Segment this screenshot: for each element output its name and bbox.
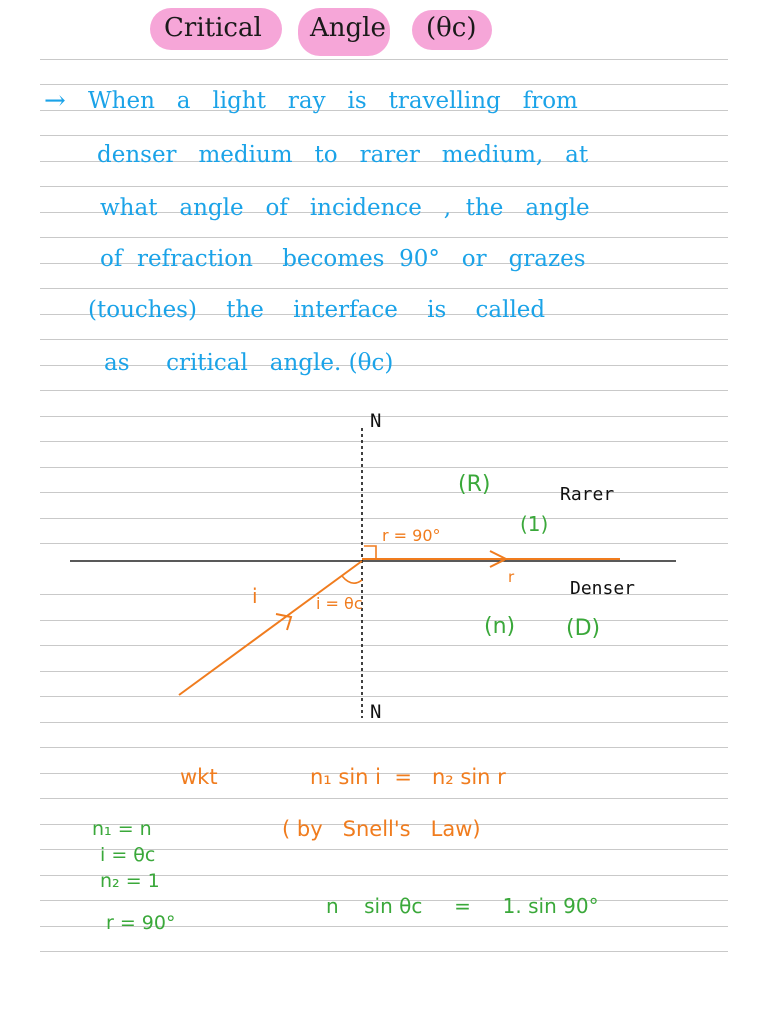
incidence-angle-arc xyxy=(342,576,362,583)
denser-symbol: (D) xyxy=(566,616,601,641)
refraction-angle-label: r = 90° xyxy=(382,526,441,545)
incidence-angle-label: i = θc xyxy=(316,594,363,613)
normal-label-top: N xyxy=(370,410,382,432)
definition-line-1: When a light ray is travelling from xyxy=(88,88,578,114)
normal-label-bottom: N xyxy=(370,701,382,723)
definition-line-5: (touches) the interface is called xyxy=(88,297,546,323)
rarer-index: (1) xyxy=(520,512,549,536)
snell-note: ( by Snell's Law) xyxy=(282,817,481,841)
denser-label: Denser xyxy=(570,578,636,599)
definition-arrow: → xyxy=(44,86,66,116)
refracted-ray-label: r xyxy=(508,568,515,586)
given-n1: n₁ = n xyxy=(92,818,152,840)
title-critical: Critical xyxy=(164,13,262,43)
critical-angle-result: n sin θc = 1. sin 90° xyxy=(326,894,599,918)
wkt-label: wkt xyxy=(180,765,218,789)
definition-line-6: as critical angle. (θc) xyxy=(104,350,394,376)
snell-equation: n₁ sin i = n₂ sin r xyxy=(310,765,506,789)
given-i: i = θc xyxy=(100,844,156,866)
title-symbol: (θc) xyxy=(426,13,477,43)
incident-ray xyxy=(179,561,362,695)
definition-line-3: what angle of incidence , the angle xyxy=(100,195,590,221)
definition-line-4: of refraction becomes 90° or grazes xyxy=(100,246,586,272)
incident-ray-label: i xyxy=(252,584,258,608)
given-r: r = 90° xyxy=(106,912,176,934)
rarer-symbol: (R) xyxy=(458,472,491,497)
given-n2: n₂ = 1 xyxy=(100,870,160,892)
refraction-angle-mark xyxy=(364,546,376,559)
title-angle: Angle xyxy=(310,13,386,43)
denser-index: (n) xyxy=(484,614,516,639)
definition-line-2: denser medium to rarer medium, at xyxy=(97,142,589,168)
rarer-label: Rarer xyxy=(560,484,615,505)
